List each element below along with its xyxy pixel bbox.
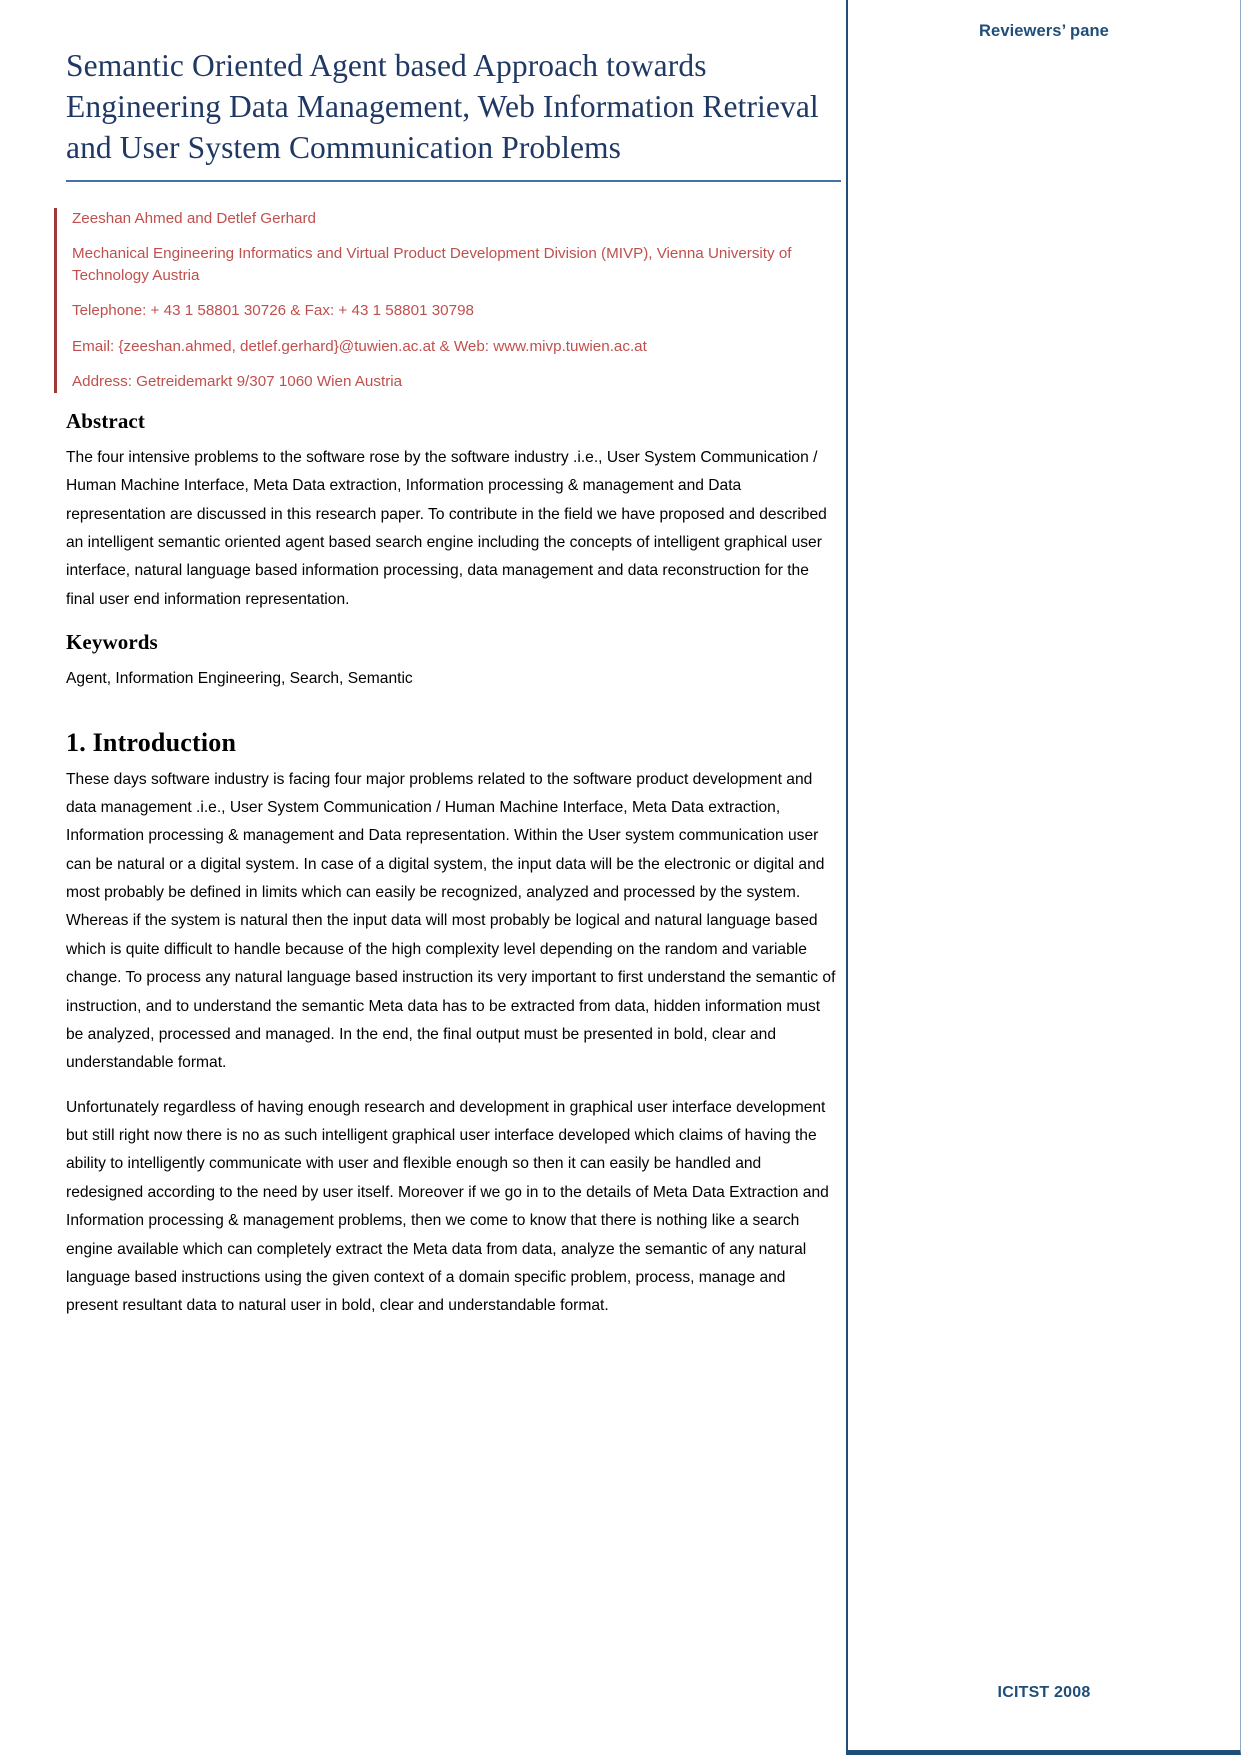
introduction-paragraph-2: Unfortunately regardless of having enough research and development in graphical user interface development but still right now there is no as such intelligent graphical user interface developed which claims of having the ability to intelligently communicate with user and flexible enough so then it can easily be handled and redesigned according to the need by user itself. Moreover if we go in to the details of Meta Data Extraction and Information processing & management problems, then we come to know that there is nothing like a search engine available which can completely extract the Meta data from data, analyze the semantic of any natural language based instructions using the given context of a domain specific problem, process, manage and present resultant data to natural user in bold, clear and understandable format. [66, 1098, 829, 1315]
abstract-heading: Abstract [66, 408, 145, 433]
author-contact-block [54, 208, 832, 393]
abstract-text: The four intensive problems to the software rose by the software industry .i.e., User System Communication / Human Machine Interface, Meta Data extraction, Information processing & management and Data representation are discussed in this research paper. To contribute in the field we have proposed and described an intelligent semantic oriented agent based search engine including the concepts of intelligent graphical user interface, natural language based information processing, data management and data reconstruction for the final user end information representation. [66, 448, 827, 608]
introduction-paragraph-1: These days software industry is facing four major problems related to the software product development and data management .i.e., User System Communication / Human Machine Interface, Meta Data extraction, Information processing & management and Data representation. Within the User system communication user can be natural or a digital system. In case of a digital system, the input data will be the electronic or digital and most probably be defined in limits which can easily be recognized, analyzed and processed by the system. Whereas if the system is natural then the input data will most probably be logical and natural language based which is quite difficult to handle because of the high complexity level depending on the random and variable change. To process any natural language based instruction its very important to first understand the semantic of instruction, and to understand the semantic Meta data has to be extracted from data, hidden information must be analyzed, processed and managed. In the end, the final output must be presented in bold, clear and understandable format. [66, 770, 836, 1072]
reviewers-pane-title: Reviewers’ pane [979, 22, 1109, 40]
author-affiliation: Mechanical Engineering Informatics and Virtual Product Development Division (MIVP), Vienna University of Technology Austria [72, 245, 792, 285]
introduction-heading: 1. Introduction [66, 727, 237, 757]
reviewers-pane [846, 0, 1241, 1755]
page-title: Semantic Oriented Agent based Approach towards Engineering Data Management, Web Information Retrieval and User System Communication Problems [66, 46, 841, 182]
title-section [0, 46, 846, 182]
author-names: Zeeshan Ahmed and Detlef Gerhard [72, 209, 316, 227]
conference-footer-label: ICITST 2008 [997, 1684, 1091, 1701]
author-telephone: Telephone: + 43 1 58801 30726 & Fax: + 43 1 58801 30798 [72, 302, 474, 320]
author-email: Email: {zeeshan.ahmed, detlef.gerhard}@tuwien.ac.at & Web: www.mivp.tuwien.ac.at [72, 337, 647, 355]
author-address: Address: Getreidemarkt 9/307 1060 Wien Austria [72, 372, 403, 390]
keywords-text: Agent, Information Engineering, Search, Semantic [66, 670, 413, 688]
keywords-heading: Keywords [66, 630, 158, 655]
